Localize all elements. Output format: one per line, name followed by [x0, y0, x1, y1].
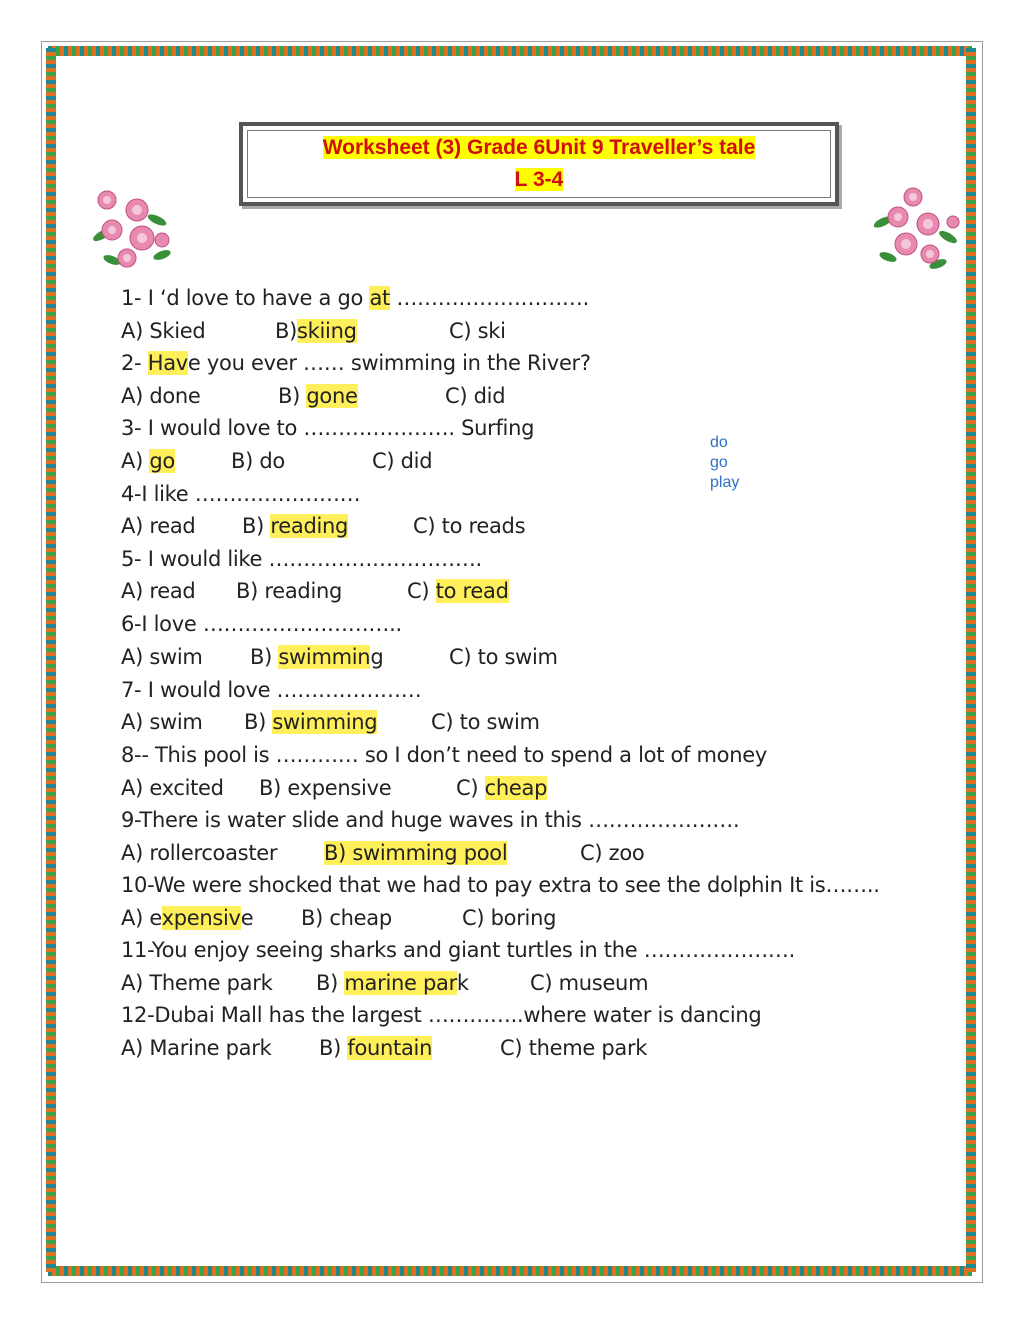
flower-bouquet-left-icon [82, 180, 182, 270]
question-5 [121, 547, 482, 571]
question-9 [121, 808, 739, 832]
highlighted-text: Hav [147, 351, 188, 375]
border-left [46, 48, 56, 1272]
option-b: B) cheap [301, 906, 392, 930]
question-text: 7- I would love ………………… [121, 678, 422, 702]
title-box [239, 122, 839, 206]
option-suffix: g [370, 645, 384, 669]
question-3 [121, 416, 534, 440]
worksheet-title [243, 136, 835, 160]
question-1 [121, 286, 589, 310]
option-a: A) Skied [121, 319, 206, 343]
option-a [121, 449, 175, 473]
option-c: C) did [372, 449, 433, 473]
question-12 [121, 1003, 761, 1027]
option-b-highlighted: B) swimming pool [324, 841, 508, 865]
lesson-label-text: L 3-4 [514, 168, 564, 191]
question-4 [121, 482, 360, 506]
lesson-label [243, 168, 835, 192]
option-c: C) theme park [500, 1036, 648, 1060]
option-a: A) Marine park [121, 1036, 272, 1060]
question-8 [121, 743, 767, 767]
answer-highlight: to read [435, 579, 509, 603]
option-b [242, 514, 348, 538]
option-a: A) read [121, 514, 196, 538]
question-6 [121, 612, 402, 636]
option-b [244, 710, 377, 734]
option-b: B) do [231, 449, 285, 473]
option-a: A) excited [121, 776, 224, 800]
option-c [407, 579, 509, 603]
option-c: C) zoo [580, 841, 645, 865]
option-b: B) reading [236, 579, 343, 603]
border-bottom [48, 1266, 972, 1276]
question-11 [121, 938, 795, 962]
question-text: 1- I ‘d love to have a go [121, 286, 370, 310]
question-text: 2- [121, 351, 148, 375]
question-text: 10-We were shocked that we had to pay extra to see the dolphin It is…….. [121, 873, 880, 897]
option-a: A) swim [121, 710, 203, 734]
option-c [456, 776, 547, 800]
option-letter: B) [244, 710, 266, 734]
option-b [275, 319, 357, 343]
option-letter: C) [407, 579, 430, 603]
option-c: C) ski [449, 319, 506, 343]
side-word-go: go [710, 454, 728, 471]
question-text: 9-There is water slide and huge waves in this …………………. [121, 808, 740, 832]
option-letter: B) [242, 514, 264, 538]
option-a: A) swim [121, 645, 203, 669]
option-c: C) museum [530, 971, 649, 995]
highlighted-text: at [369, 286, 390, 310]
option-b [278, 384, 358, 408]
question-text: 5- I would like …………………………. [121, 547, 482, 571]
question-2 [121, 351, 591, 375]
option-b [250, 645, 383, 669]
answer-highlight: cheap [484, 776, 548, 800]
question-text: e you ever …… swimming in the River? [187, 351, 591, 375]
answer-highlight: xpensiv [161, 906, 241, 930]
option-a [121, 906, 253, 930]
option-letter: C) [456, 776, 479, 800]
question-text: 12-Dubai Mall has the largest …………..where water is dancing [121, 1003, 762, 1027]
question-text: 11-You enjoy seeing sharks and giant turtles in the …………………. [121, 938, 796, 962]
answer-highlight: marine par [344, 971, 457, 995]
option-b: B) expensive [259, 776, 392, 800]
option-a: A) read [121, 579, 196, 603]
border-top [48, 46, 972, 56]
option-letter: A) [121, 449, 143, 473]
flower-bouquet-right-icon [868, 182, 968, 272]
worksheet-title-text: Worksheet (3) Grade 6Unit 9 Traveller’s tale [322, 136, 756, 159]
side-word-do: do [710, 434, 728, 451]
answer-highlight: swimming [272, 710, 378, 734]
option-c: C) did [445, 384, 506, 408]
option-c: C) to reads [413, 514, 526, 538]
answer-highlight: go [149, 449, 175, 473]
option-a: A) Theme park [121, 971, 273, 995]
option-letter: B) [316, 971, 338, 995]
question-text: 6-I love ……………………….. [121, 612, 402, 636]
option-letter: B) [278, 384, 300, 408]
question-text: 4-I like …………………… [121, 482, 361, 506]
option-c: C) to swim [449, 645, 558, 669]
option-suffix: k [456, 971, 469, 995]
option-letter: B) [275, 319, 297, 343]
answer-highlight: reading [270, 514, 349, 538]
option-b [316, 971, 469, 995]
option-letter: B) [319, 1036, 341, 1060]
option-c: C) to swim [431, 710, 540, 734]
question-text: 3- I would love to …………………. Surfing [121, 416, 535, 440]
answer-highlight: swimmin [278, 645, 371, 669]
answer-highlight: gone [306, 384, 358, 408]
answer-highlight: skiing [297, 319, 357, 343]
option-c: C) boring [462, 906, 557, 930]
answer-highlight: fountain [347, 1036, 433, 1060]
option-b [319, 1036, 432, 1060]
option-letter: B) [250, 645, 272, 669]
option-a: A) rollercoaster [121, 841, 278, 865]
side-word-play: play [710, 474, 740, 491]
question-text: ………………………. [389, 286, 590, 310]
question-10 [121, 873, 880, 897]
option-prefix: A) e [121, 906, 162, 930]
option-suffix: e [240, 906, 254, 930]
option-a: A) done [121, 384, 201, 408]
question-7 [121, 678, 421, 702]
question-text: 8-- This pool is ………… so I don’t need to spend a lot of money [121, 743, 767, 767]
